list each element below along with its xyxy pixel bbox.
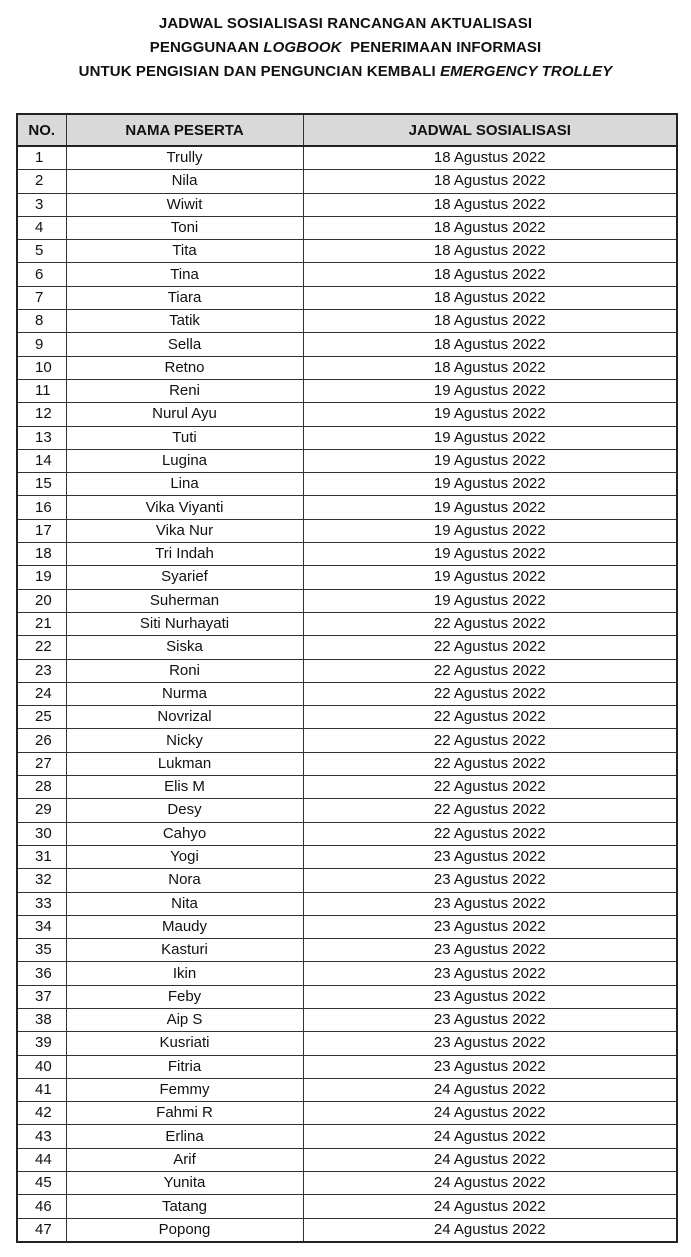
title-text: PENGGUNAAN [149,39,264,56]
schedule-date: 19 Agustus 2022 [303,589,677,612]
participant-name: Aip S [66,1008,303,1031]
table-row [17,985,677,1008]
schedule-date: 24 Agustus 2022 [303,1172,677,1195]
row-number: 19 [17,566,66,589]
row-number: 43 [17,1125,66,1148]
participant-name: Trully [66,146,303,170]
table-row [17,1125,677,1148]
row-number: 18 [17,543,66,566]
row-number: 4 [17,216,66,239]
schedule-date: 23 Agustus 2022 [303,1032,677,1055]
schedule-date: 24 Agustus 2022 [303,1078,677,1101]
table-row [17,449,677,472]
schedule-date: 18 Agustus 2022 [303,240,677,263]
participant-name: Retno [66,356,303,379]
table-row [17,403,677,426]
table-row [17,356,677,379]
table-row [17,939,677,962]
table-header-row [17,114,677,146]
participant-name: Suherman [66,589,303,612]
table-row [17,752,677,775]
participant-name: Feby [66,985,303,1008]
title-line [0,12,691,36]
table-row [17,263,677,286]
row-number: 42 [17,1102,66,1125]
participant-name: Nila [66,170,303,193]
table-row [17,1172,677,1195]
schedule-date: 22 Agustus 2022 [303,822,677,845]
row-number: 9 [17,333,66,356]
row-number: 33 [17,892,66,915]
document-title [0,12,691,84]
table-row [17,473,677,496]
row-number: 47 [17,1218,66,1242]
schedule-table [16,113,678,1243]
row-number: 2 [17,170,66,193]
row-number: 44 [17,1148,66,1171]
schedule-date: 19 Agustus 2022 [303,449,677,472]
schedule-date: 23 Agustus 2022 [303,915,677,938]
schedule-date: 18 Agustus 2022 [303,263,677,286]
row-number: 45 [17,1172,66,1195]
title-italic-text: EMERGENCY TROLLEY [440,63,613,80]
row-number: 30 [17,822,66,845]
schedule-date: 23 Agustus 2022 [303,962,677,985]
table-row [17,869,677,892]
schedule-date: 18 Agustus 2022 [303,193,677,216]
participant-name: Tiara [66,286,303,309]
schedule-date: 22 Agustus 2022 [303,729,677,752]
participant-name: Tatik [66,310,303,333]
row-number: 15 [17,473,66,496]
table-row [17,845,677,868]
participant-name: Toni [66,216,303,239]
table-row [17,1102,677,1125]
table-row [17,426,677,449]
schedule-date: 22 Agustus 2022 [303,776,677,799]
participant-name: Vika Nur [66,519,303,542]
table-row [17,519,677,542]
participant-name: Yunita [66,1172,303,1195]
schedule-date: 19 Agustus 2022 [303,426,677,449]
participant-name: Ikin [66,962,303,985]
schedule-date: 23 Agustus 2022 [303,845,677,868]
row-number: 26 [17,729,66,752]
table-row [17,915,677,938]
row-number: 17 [17,519,66,542]
schedule-date: 24 Agustus 2022 [303,1102,677,1125]
row-number: 13 [17,426,66,449]
table-row [17,1008,677,1031]
row-number: 40 [17,1055,66,1078]
participant-name: Tina [66,263,303,286]
title-text: JADWAL SOSIALISASI RANCANGAN AKTUALISASI [158,15,533,32]
row-number: 32 [17,869,66,892]
row-number: 1 [17,146,66,170]
table-row [17,1195,677,1218]
schedule-date: 23 Agustus 2022 [303,892,677,915]
participant-name: Fahmi R [66,1102,303,1125]
row-number: 37 [17,985,66,1008]
schedule-date: 19 Agustus 2022 [303,473,677,496]
row-number: 14 [17,449,66,472]
table-row [17,1078,677,1101]
table-row [17,1055,677,1078]
participant-name: Tri Indah [66,543,303,566]
schedule-date: 18 Agustus 2022 [303,310,677,333]
row-number: 7 [17,286,66,309]
schedule-date: 18 Agustus 2022 [303,333,677,356]
schedule-date: 23 Agustus 2022 [303,939,677,962]
row-number: 31 [17,845,66,868]
schedule-date: 19 Agustus 2022 [303,566,677,589]
participant-name: Nora [66,869,303,892]
schedule-date: 18 Agustus 2022 [303,356,677,379]
row-number: 22 [17,636,66,659]
participant-name: Nicky [66,729,303,752]
row-number: 28 [17,776,66,799]
row-number: 41 [17,1078,66,1101]
schedule-date: 19 Agustus 2022 [303,403,677,426]
row-number: 8 [17,310,66,333]
table-row [17,659,677,682]
row-number: 36 [17,962,66,985]
row-number: 3 [17,193,66,216]
schedule-date: 24 Agustus 2022 [303,1218,677,1242]
title-text: PENERIMAAN INFORMASI [341,39,542,56]
table-row [17,379,677,402]
schedule-date: 19 Agustus 2022 [303,519,677,542]
table-row [17,706,677,729]
table-row [17,589,677,612]
schedule-date: 22 Agustus 2022 [303,799,677,822]
row-number: 11 [17,379,66,402]
row-number: 46 [17,1195,66,1218]
participant-name: Novrizal [66,706,303,729]
table-row [17,892,677,915]
schedule-date: 22 Agustus 2022 [303,659,677,682]
participant-name: Siska [66,636,303,659]
table-row [17,333,677,356]
participant-name: Tita [66,240,303,263]
participant-name: Tatang [66,1195,303,1218]
schedule-date: 18 Agustus 2022 [303,170,677,193]
schedule-date: 19 Agustus 2022 [303,543,677,566]
table-row [17,799,677,822]
title-italic-text: LOGBOOK [263,39,342,56]
row-number: 6 [17,263,66,286]
participant-name: Nita [66,892,303,915]
table-row [17,822,677,845]
participant-name: Desy [66,799,303,822]
participant-name: Elis M [66,776,303,799]
table-row [17,1148,677,1171]
row-number: 10 [17,356,66,379]
participant-name: Yogi [66,845,303,868]
table-row [17,1032,677,1055]
row-number: 5 [17,240,66,263]
schedule-date: 23 Agustus 2022 [303,985,677,1008]
participant-name: Siti Nurhayati [66,612,303,635]
column-header-schedule: JADWAL SOSIALISASI [303,114,677,146]
schedule-date: 24 Agustus 2022 [303,1125,677,1148]
participant-name: Kusriati [66,1032,303,1055]
participant-name: Tuti [66,426,303,449]
table-row [17,612,677,635]
participant-name: Sella [66,333,303,356]
table-row [17,543,677,566]
participant-name: Cahyo [66,822,303,845]
title-text: UNTUK PENGISIAN DAN PENGUNCIAN KEMBALI [78,63,441,80]
table-row [17,216,677,239]
table-row [17,286,677,309]
schedule-date: 23 Agustus 2022 [303,1008,677,1031]
row-number: 35 [17,939,66,962]
schedule-date: 22 Agustus 2022 [303,752,677,775]
schedule-date: 22 Agustus 2022 [303,636,677,659]
table-body [17,146,677,1242]
column-header-name: NAMA PESERTA [66,114,303,146]
table-row [17,310,677,333]
row-number: 27 [17,752,66,775]
row-number: 12 [17,403,66,426]
participant-name: Lukman [66,752,303,775]
participant-name: Femmy [66,1078,303,1101]
table-row [17,962,677,985]
schedule-date: 18 Agustus 2022 [303,216,677,239]
participant-name: Nurma [66,682,303,705]
title-line [0,60,691,84]
participant-name: Kasturi [66,939,303,962]
schedule-date: 18 Agustus 2022 [303,286,677,309]
schedule-date: 23 Agustus 2022 [303,1055,677,1078]
participant-name: Lina [66,473,303,496]
row-number: 38 [17,1008,66,1031]
schedule-date: 24 Agustus 2022 [303,1148,677,1171]
schedule-date: 18 Agustus 2022 [303,146,677,170]
schedule-date: 22 Agustus 2022 [303,612,677,635]
participant-name: Reni [66,379,303,402]
schedule-date: 23 Agustus 2022 [303,869,677,892]
row-number: 24 [17,682,66,705]
table-row [17,193,677,216]
participant-name: Erlina [66,1125,303,1148]
table-row [17,1218,677,1242]
table-row [17,776,677,799]
participant-name: Popong [66,1218,303,1242]
row-number: 16 [17,496,66,519]
participant-name: Maudy [66,915,303,938]
participant-name: Nurul Ayu [66,403,303,426]
participant-name: Fitria [66,1055,303,1078]
participant-name: Vika Viyanti [66,496,303,519]
column-header-no: NO. [17,114,66,146]
row-number: 34 [17,915,66,938]
row-number: 21 [17,612,66,635]
schedule-date: 19 Agustus 2022 [303,379,677,402]
participant-name: Lugina [66,449,303,472]
schedule-date: 19 Agustus 2022 [303,496,677,519]
table-row [17,240,677,263]
participant-name: Wiwit [66,193,303,216]
table-row [17,170,677,193]
table-row [17,729,677,752]
participant-name: Syarief [66,566,303,589]
schedule-date: 24 Agustus 2022 [303,1195,677,1218]
table-row [17,496,677,519]
schedule-date: 22 Agustus 2022 [303,706,677,729]
row-number: 29 [17,799,66,822]
participant-name: Arif [66,1148,303,1171]
schedule-date: 22 Agustus 2022 [303,682,677,705]
row-number: 39 [17,1032,66,1055]
row-number: 23 [17,659,66,682]
table-row [17,636,677,659]
title-line [0,36,691,60]
table-row [17,682,677,705]
table-row [17,566,677,589]
table-row [17,146,677,170]
row-number: 25 [17,706,66,729]
row-number: 20 [17,589,66,612]
participant-name: Roni [66,659,303,682]
